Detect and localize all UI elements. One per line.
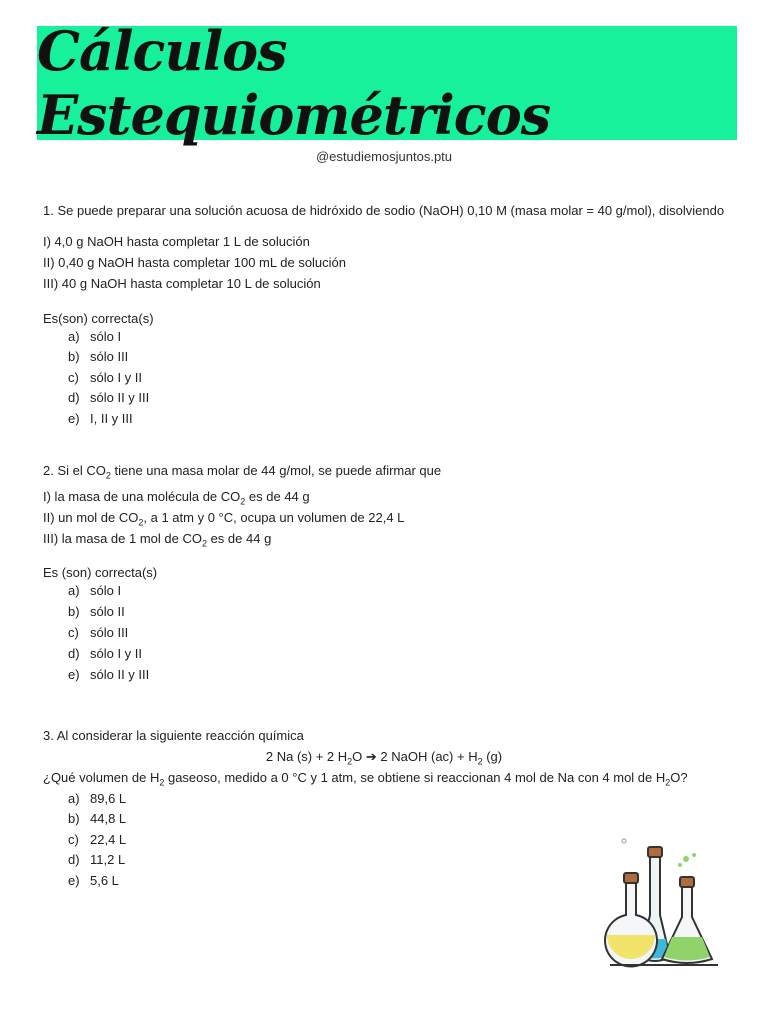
q3-question: ¿Qué volumen de $H_2$ gaseoso, medido a 0 °C y 1 atm, se obtiene si reaccionan 4 mol de Na con 4 mol de $H_2O$? — [43, 770, 688, 788]
arrow-right-icon: ➔ — [365, 749, 377, 764]
q1-statement-3: III) 40 g NaOH hasta completar 10 L de solución — [43, 276, 321, 291]
q3-option-e: e) 5,6 L — [68, 873, 119, 888]
q3-option-c: c) 22,4 L — [68, 832, 127, 847]
q2-statement-1: I) la masa de una molécula de $CO_2$ es de 44 g — [43, 489, 310, 507]
q3-option-b: b) 44,8 L — [68, 811, 127, 826]
q2-option-c: c) sólo III — [68, 625, 129, 640]
q2-option-b: b) sólo II — [68, 604, 125, 619]
title-banner — [37, 19, 737, 147]
q1-option-a: a) sólo I — [68, 329, 122, 344]
page-title: Cálculos Estequiométricos — [37, 19, 551, 147]
q2-option-d: d) sólo I y II — [68, 646, 143, 661]
q2-option-e: e) sólo II y III — [68, 667, 150, 682]
author-handle: @estudiemosjuntos.ptu — [315, 149, 453, 164]
q3-stem: 3. Al considerar la siguiente reacción química — [43, 728, 304, 743]
q3-option-d: d) 11,2 L — [68, 852, 126, 867]
q2-stem: 2. Si el $CO_2$ tiene una masa molar de 44 g/mol, se puede afirmar que — [43, 463, 442, 481]
q1-option-c: c) sólo I y II — [68, 370, 143, 385]
q1-prompt: Es(son) correcta(s) — [43, 311, 154, 326]
q2-statement-2: II) un mol de $CO_2$, a 1 atm y 0 °C, ocupa un volumen de 22,4 L — [43, 510, 405, 528]
q1-statement-2: II) 0,40 g NaOH hasta completar 100 mL de solución — [43, 255, 347, 270]
q2-statement-3: III) la masa de 1 mol de $CO_2$ es de 44 g — [43, 531, 272, 549]
q2-option-a: a) sólo I — [68, 583, 122, 598]
q1-option-e: e) I, II y III — [68, 411, 133, 426]
q1-stem: 1. Se puede preparar una solución acuosa de hidróxido de sodio (NaOH) 0,10 M (masa molar = 40 g/mol), disolviendo — [43, 203, 725, 218]
q2-prompt: Es (son) correcta(s) — [43, 565, 158, 580]
q1-option-b: b) sólo III — [68, 349, 129, 364]
q3-equation: 2 Na (s) + 2 $H_2O$ ➔ 2 NaOH $(ac) + H_2$ (g) — [265, 749, 503, 767]
q1-option-d: d) sólo II y III — [68, 390, 150, 405]
q3-option-a: a) 89,6 L — [68, 791, 127, 806]
q1-statement-1: I) 4,0 g NaOH hasta completar 1 L de solución — [43, 234, 310, 249]
lab-flasks-icon — [600, 835, 720, 970]
